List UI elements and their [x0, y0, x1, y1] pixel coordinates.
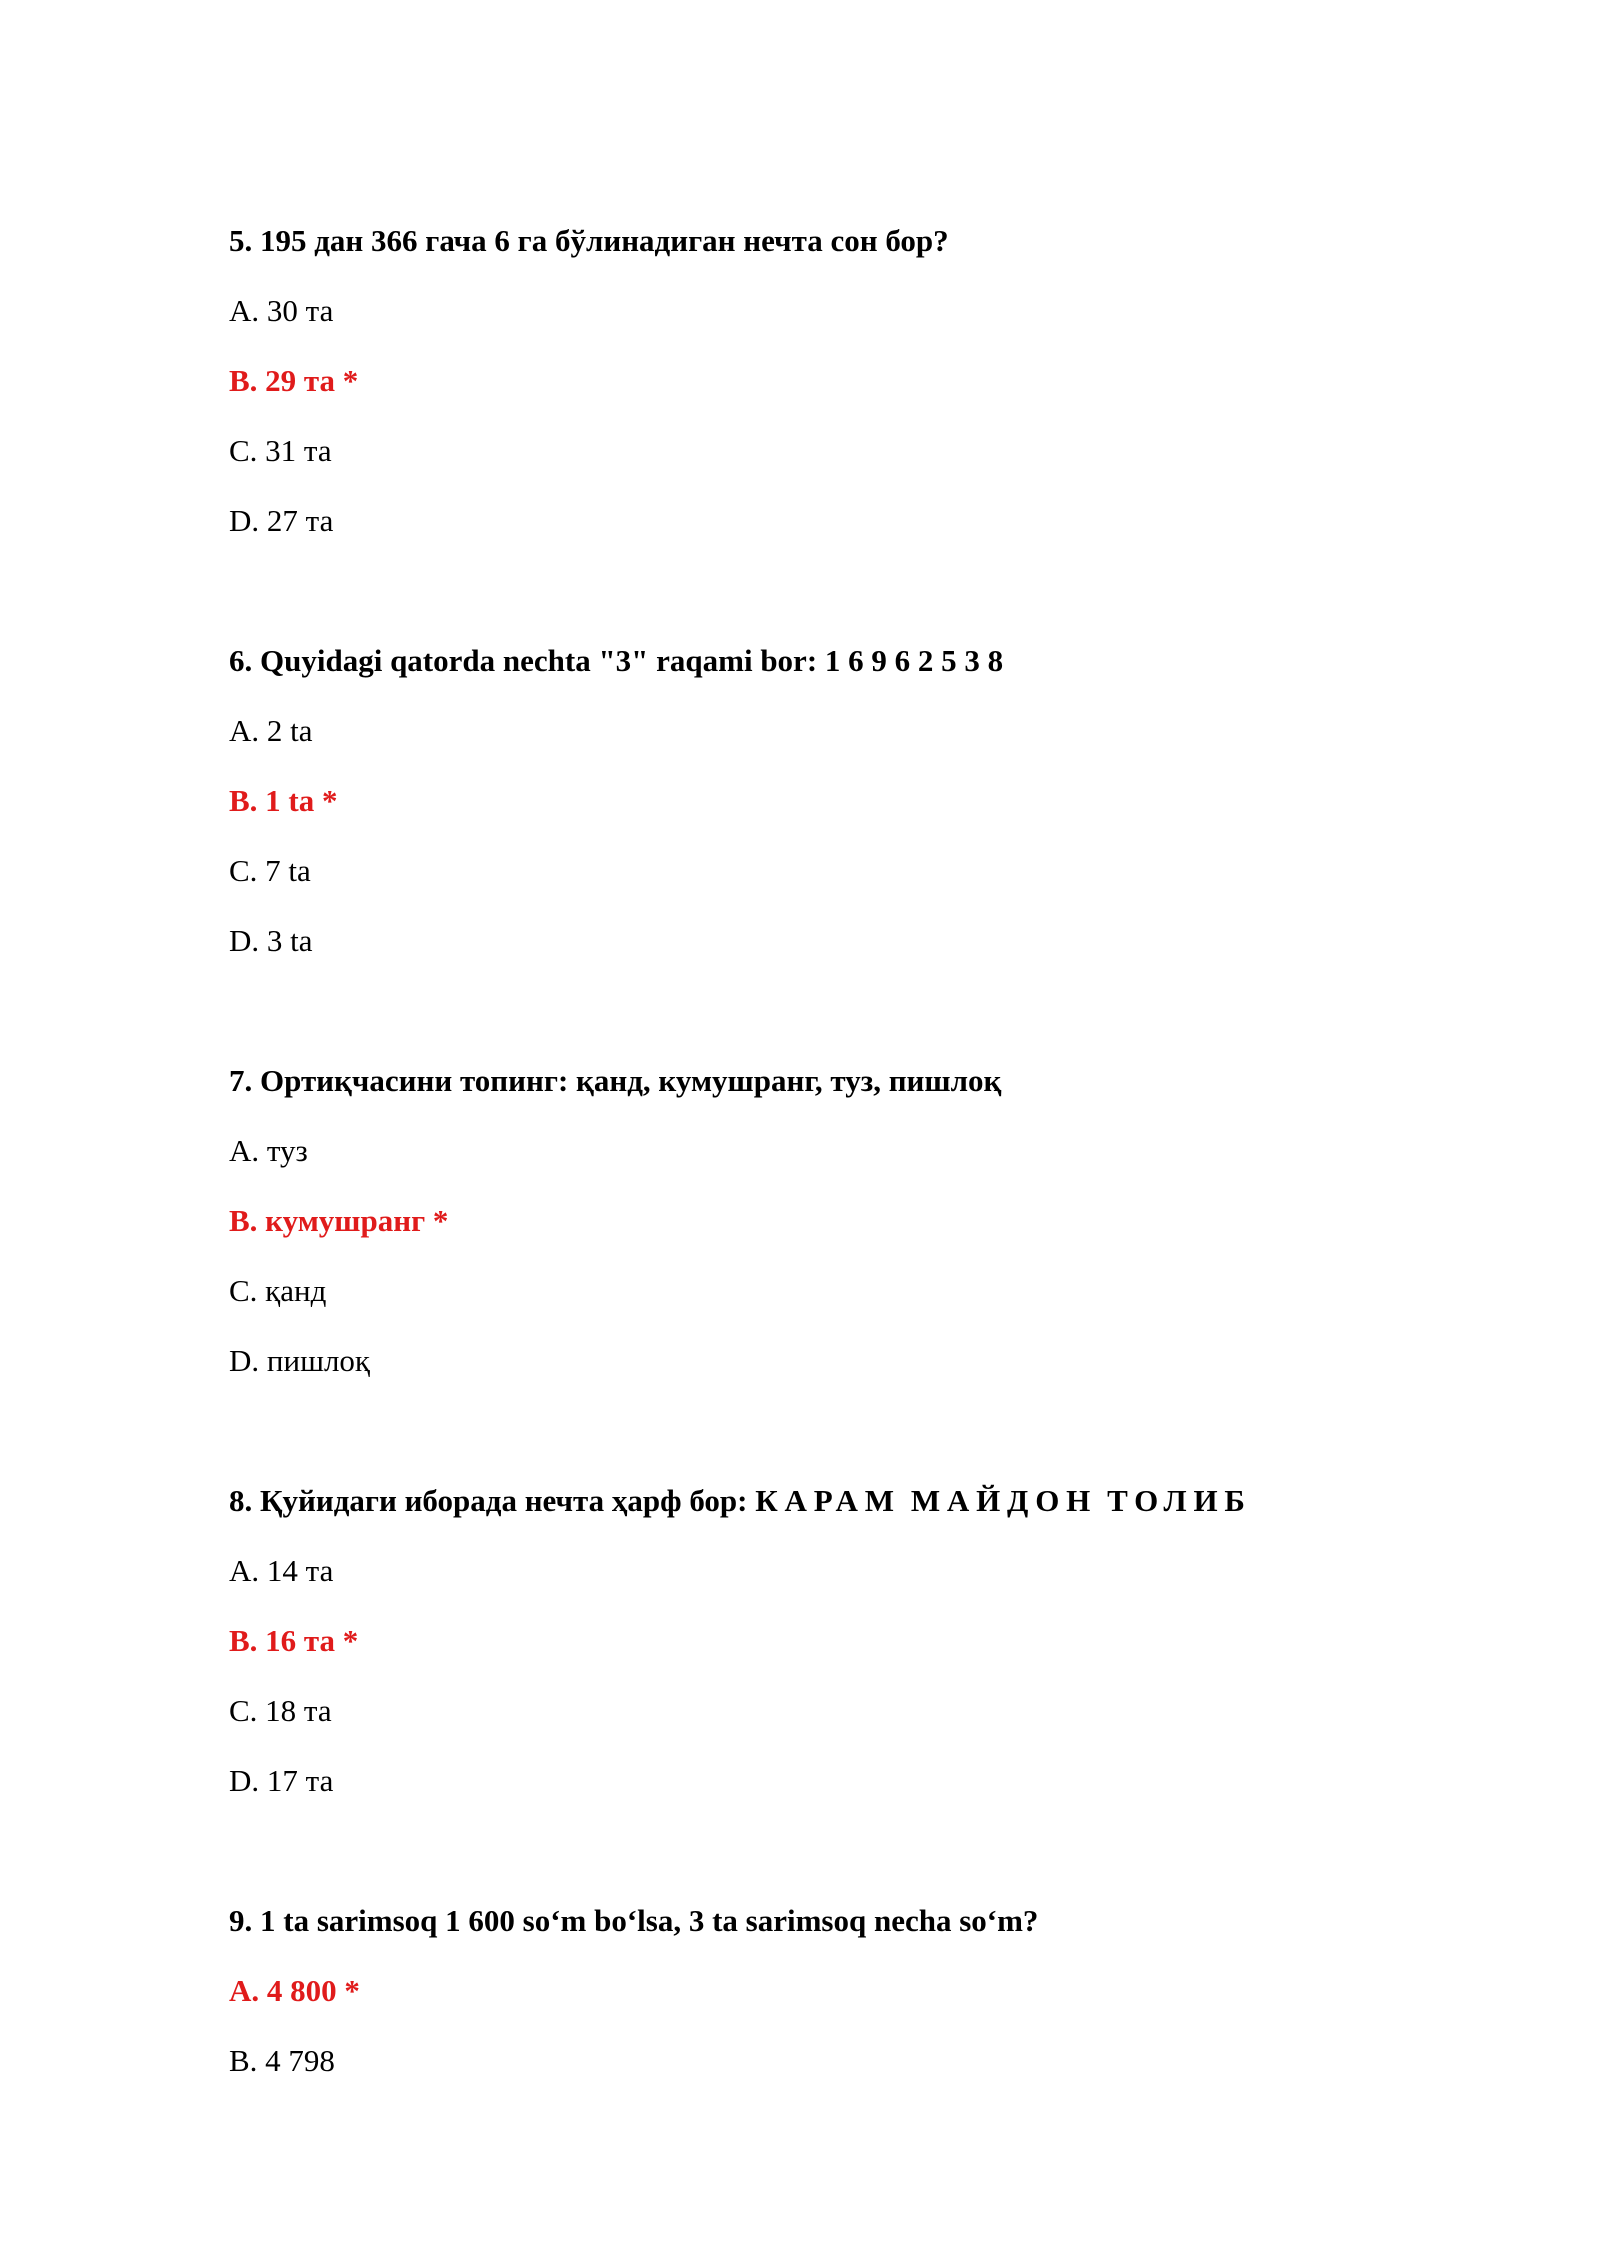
- option-c: C. 18 та: [229, 1693, 332, 1728]
- option-c: C. 7 ta: [229, 853, 311, 888]
- option-b: B. 16 та *: [229, 1623, 359, 1658]
- phrase-word-2: МАЙДОН: [910, 1483, 1098, 1518]
- question-8: [229, 1466, 1529, 1816]
- question-text: [229, 1466, 1529, 1536]
- question-7: [229, 1046, 1529, 1396]
- phrase-word-1: КАРАМ: [755, 1483, 901, 1518]
- option-d: D. 27 та: [229, 503, 334, 538]
- option-d: D. пишлоқ: [229, 1343, 370, 1378]
- option-a: A. туз: [229, 1133, 308, 1168]
- question-text: 6. Quyidagi qatorda nechta "3" raqami bor: 1 6 9 6 2 5 3 8: [229, 643, 1004, 678]
- option-c: C. қанд: [229, 1273, 327, 1308]
- option-d: D. 3 ta: [229, 923, 313, 958]
- option-b: B. 1 ta *: [229, 783, 338, 818]
- question-text: 9. 1 ta sarimsoq 1 600 so‘m bo‘lsa, 3 ta sarimsoq necha so‘m?: [229, 1903, 1039, 1938]
- option-a: A. 4 800 *: [229, 1973, 360, 2008]
- question-9: [229, 1886, 1529, 2096]
- question-prefix: 8. Қуйидаги иборада нечта ҳарф бор:: [229, 1483, 756, 1518]
- phrase-word-3: ТОЛИБ: [1107, 1483, 1252, 1518]
- question-5: [229, 206, 1529, 556]
- option-a: A. 14 та: [229, 1553, 334, 1588]
- option-d: D. 17 та: [229, 1763, 334, 1798]
- option-a: A. 30 та: [229, 293, 334, 328]
- option-b: B. 4 798: [229, 2043, 335, 2078]
- question-text: 7. Ортиқчасини топинг: қанд, кумушранг, туз, пишлоқ: [229, 1063, 1002, 1098]
- option-c: C. 31 та: [229, 433, 332, 468]
- option-b: B. 29 та *: [229, 363, 359, 398]
- question-text: 5. 195 дан 366 гача 6 га бўлинадиган нечта сон бор?: [229, 223, 949, 258]
- option-a: A. 2 ta: [229, 713, 313, 748]
- option-b: B. кумушранг *: [229, 1203, 449, 1238]
- question-6: [229, 626, 1529, 976]
